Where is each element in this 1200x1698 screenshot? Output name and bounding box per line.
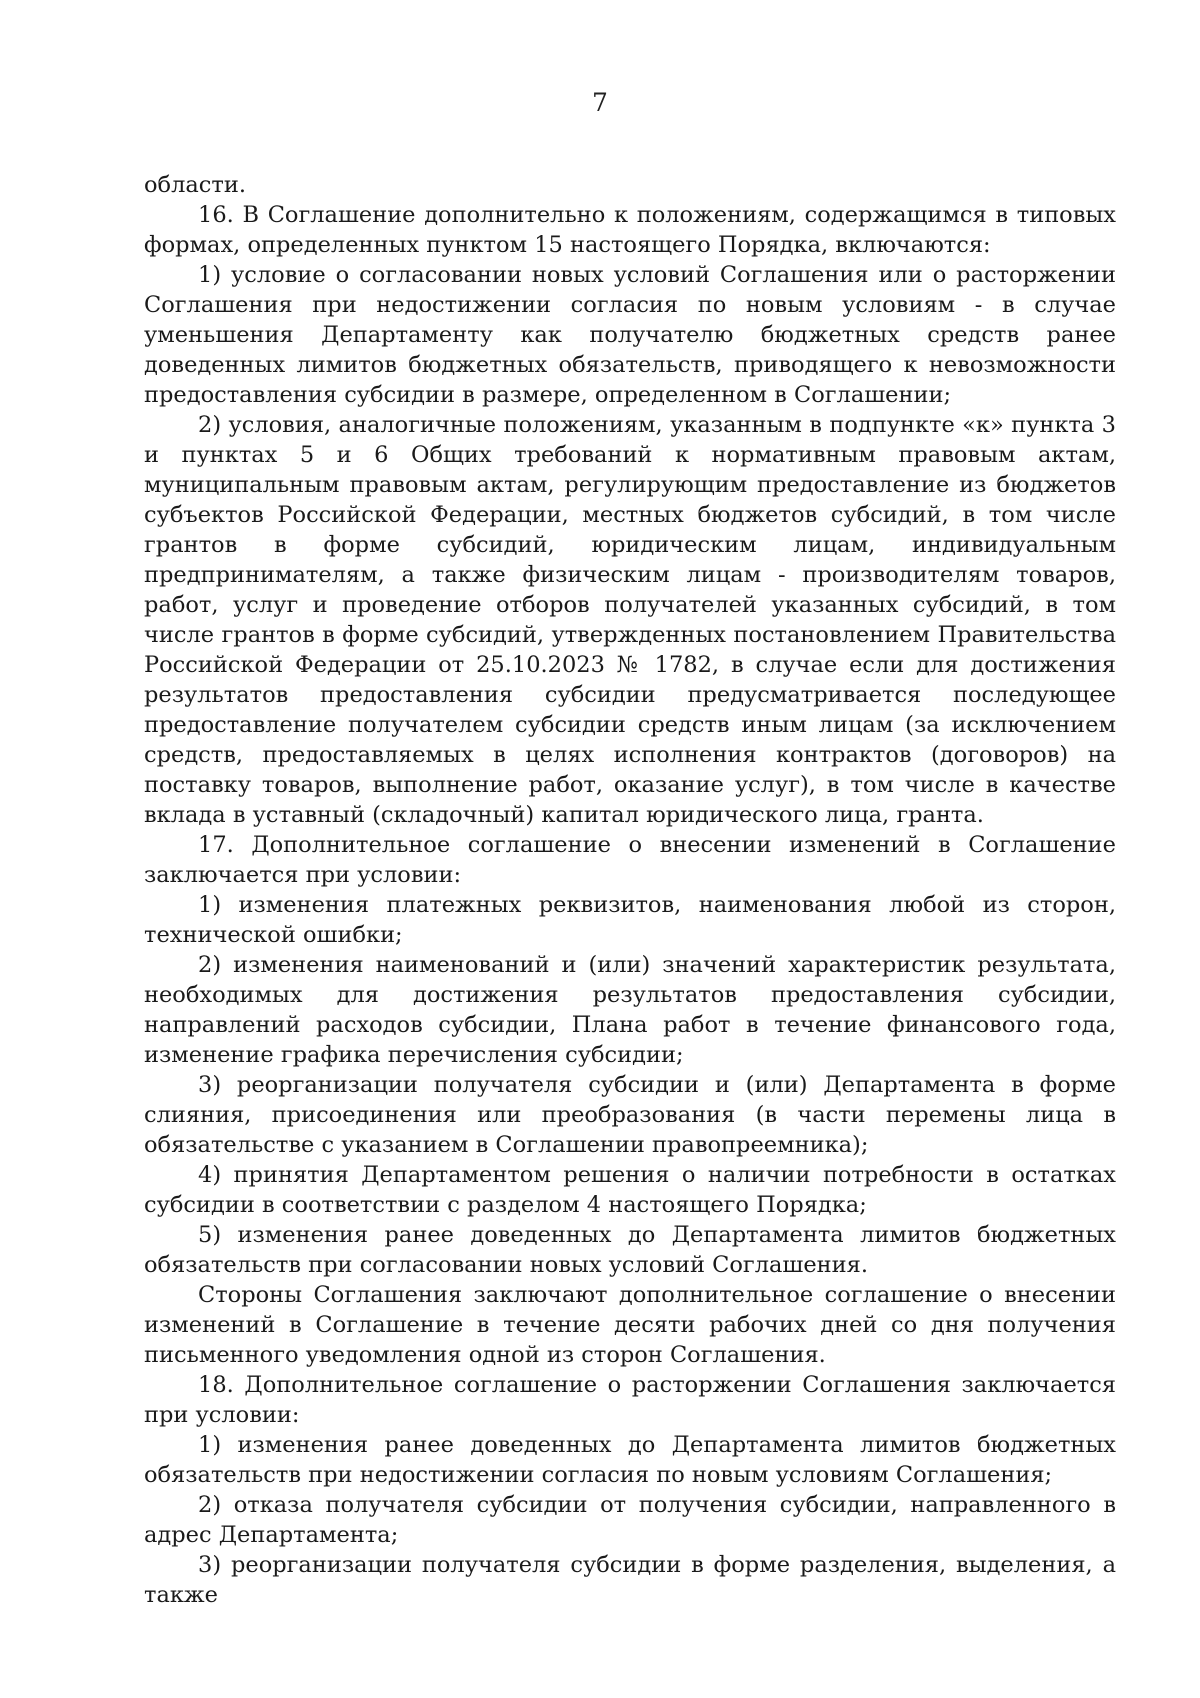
paragraph: 2) условия, аналогичные положениям, указанным в подпункте «к» пункта 3 и пунктах 5 и 6 Общих требований к нормативным правовым актам, муниципальным правовым актам, регулирующим предоставление из бюджетов субъектов Российской Федерации, местных бюджетов субсидий, в том числе грантов в форме субсидий, юридическим лицам, индивидуальным предпринимателям, а также физическим лицам - производителям товаров, работ, услуг и проведение отборов получателей указанных субсидий, в том числе грантов в форме субсидий, утвержденных постановлением Правительства Российской Федерации от 25.10.2023 № 1782, в случае если для достижения результатов предоставления субсидии предусматривается последующее предоставление получателем субсидии средств иным лицам (за исключением средств, предоставляемых в целях исполнения контрактов (договоров) на поставку товаров, выполнение работ, оказание услуг), в том числе в качестве вклада в уставный (складочный) капитал юридического лица, гранта. xyxy=(144,412,1116,828)
paragraph: 3) реорганизации получателя субсидии в форме разделения, выделения, а также xyxy=(144,1552,1116,1608)
paragraph: 1) условие о согласовании новых условий Соглашения или о расторжении Соглашения при недостижении согласия по новым условиям - в случае уменьшения Департаменту как получателю бюджетных средств ранее доведенных лимитов бюджетных обязательств, приводящего к невозможности предоставления субсидии в размере, определенном в Соглашении; xyxy=(144,262,1116,408)
paragraph: 4) принятия Департаментом решения о наличии потребности в остатках субсидии в соответствии с разделом 4 настоящего Порядка; xyxy=(144,1162,1116,1218)
paragraph: 1) изменения ранее доведенных до Департамента лимитов бюджетных обязательств при недостижении согласия по новым условиям Соглашения; xyxy=(144,1432,1116,1488)
paragraph: 2) изменения наименований и (или) значений характеристик результата, необходимых для достижения результатов предоставления субсидии, направлений расходов субсидии, Плана работ в течение финансового года, изменение графика перечисления субсидии; xyxy=(144,952,1116,1068)
paragraph: Стороны Соглашения заключают дополнительное соглашение о внесении изменений в Соглашение в течение десяти рабочих дней со дня получения письменного уведомления одной из сторон Соглашения. xyxy=(144,1282,1116,1368)
document-body xyxy=(144,170,1116,1610)
paragraph: 17. Дополнительное соглашение о внесении изменений в Соглашение заключается при условии: xyxy=(144,832,1116,888)
paragraph: 18. Дополнительное соглашение о расторжении Соглашения заключается при условии: xyxy=(144,1372,1116,1428)
paragraph: 3) реорганизации получателя субсидии и (или) Департамента в форме слияния, присоединения или преобразования (в части перемены лица в обязательстве с указанием в Соглашении правопреемника); xyxy=(144,1072,1116,1158)
paragraph: 2) отказа получателя субсидии от получения субсидии, направленного в адрес Департамента; xyxy=(144,1492,1116,1548)
paragraph: области. xyxy=(144,172,246,198)
paragraph: 1) изменения платежных реквизитов, наименования любой из сторон, технической ошибки; xyxy=(144,892,1116,948)
paragraph: 5) изменения ранее доведенных до Департамента лимитов бюджетных обязательств при согласовании новых условий Соглашения. xyxy=(144,1222,1116,1278)
page-number: 7 xyxy=(592,88,608,117)
paragraph: 16. В Соглашение дополнительно к положениям, содержащимся в типовых формах, определенных пунктом 15 настоящего Порядка, включаются: xyxy=(144,202,1116,258)
